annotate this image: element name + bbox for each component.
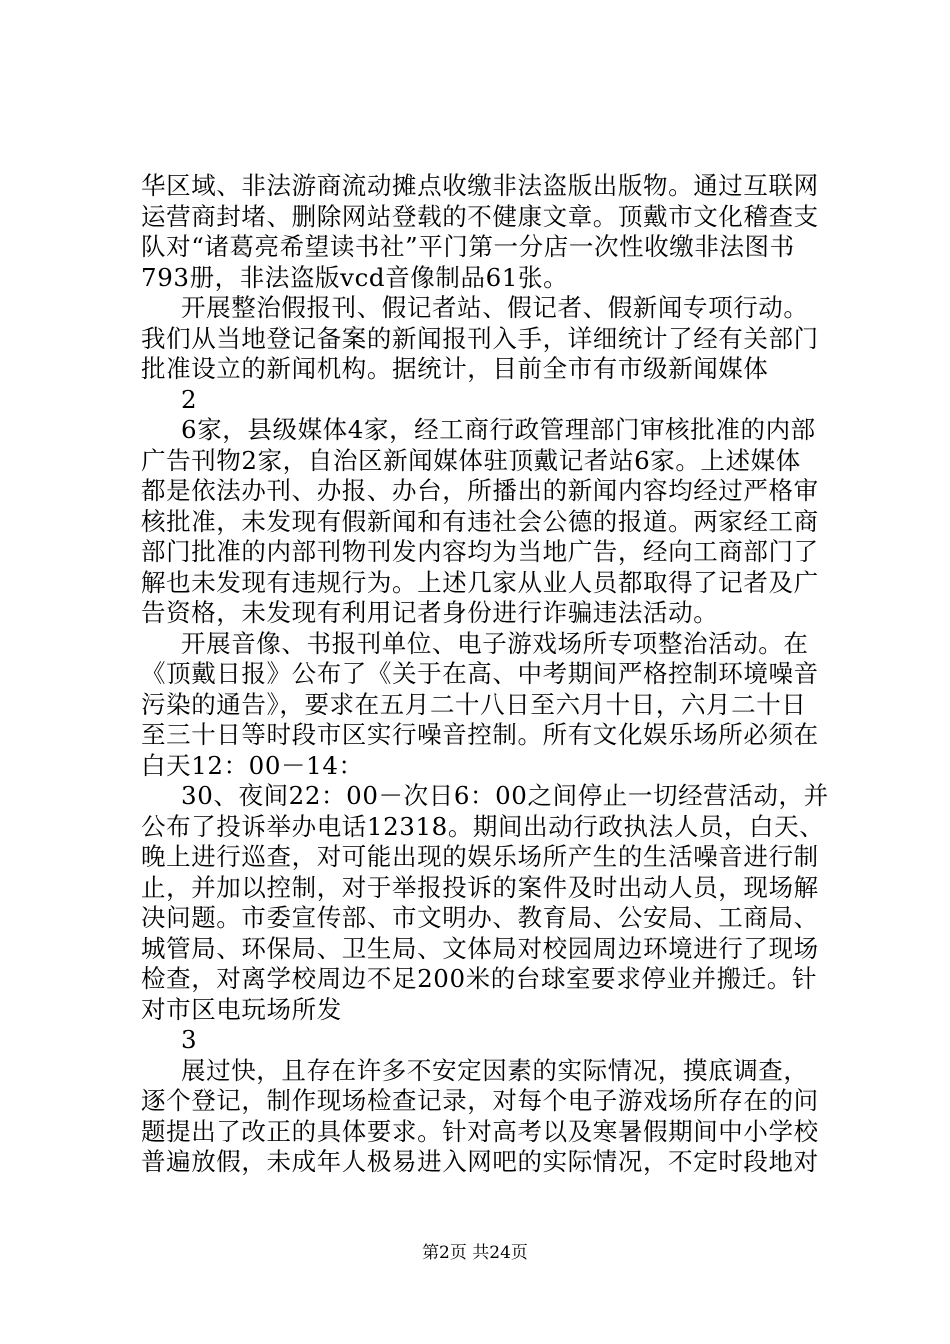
text-line: 开展音像、书报刊单位、电子游戏场所专项整治活动。在 xyxy=(181,628,809,658)
text-line: 运营商封堵、删除网站登载的不健康文章。顶戴市文化稽查支 xyxy=(141,201,819,231)
text-line: 至三十日等时段市区实行噪音控制。所有文化娱乐场所必须在 xyxy=(141,720,819,749)
text-line: 都是依法办刊、办报、办台，所播出的新闻内容均经过严格审 xyxy=(141,476,819,505)
text-line: 普遍放假，未成年人极易进入网吧的实际情况，不定时段地对 xyxy=(141,1147,819,1176)
document-body xyxy=(141,171,829,1178)
text-line: 告资格，未发现有利用记者身份进行诈骗违法活动。 xyxy=(141,598,719,627)
text-line: 晚上进行巡查，对可能出现的娱乐场所产生的生活噪音进行制 xyxy=(141,842,819,871)
text-line: 白天12：00－14： xyxy=(141,750,364,780)
text-line: 我们从当地登记备案的新闻报刊入手，详细统计了经有关部门 xyxy=(141,323,819,353)
text-line: 华区域、非法游商流动摊点收缴非法盗版出版物。通过互联网 xyxy=(141,171,819,200)
text-line: 解也未发现有违规行为。上述几家从业人员都取得了记者及广 xyxy=(141,567,819,597)
text-line: 批准设立的新闻机构。据统计，目前全市有市级新闻媒体 xyxy=(141,354,769,383)
text-line: 6家，县级媒体4家，经工商行政管理部门审核批准的内部 xyxy=(181,415,816,444)
text-line: 逐个登记，制作现场检查记录，对每个电子游戏场所存在的问 xyxy=(141,1086,819,1115)
text-line: 开展整治假报刊、假记者站、假记者、假新闻专项行动。 xyxy=(181,293,809,322)
text-line: 队对“诸葛亮希望读书社”平门第一分店一次性收缴非法图书 xyxy=(141,232,795,261)
text-line: 止，并加以控制，对于举报投诉的案件及时出动人员，现场解 xyxy=(141,872,819,902)
text-line: 检查，对离学校周边不足200米的台球室要求停业并搬迁。针 xyxy=(141,964,818,993)
text-line: 城管局、环保局、卫生局、文体局对校园周边环境进行了现场 xyxy=(141,933,819,963)
text-line: 部门批准的内部刊物刊发内容均为当地广告，经向工商部门了 xyxy=(141,537,819,566)
text-line: 广告刊物2家，自治区新闻媒体驻顶戴记者站6家。上述媒体 xyxy=(141,445,801,475)
text-line: 793册，非法盗版vcd音像制品61张。 xyxy=(141,262,569,292)
text-line: 展过快，且存在许多不安定因素的实际情况，摸底调查， xyxy=(181,1055,809,1085)
text-line: 30、夜间22：00－次日6：00之间停止一切经营活动，并 xyxy=(181,781,829,810)
text-line: 题提出了改正的具体要求。针对高考以及寒暑假期间中小学校 xyxy=(141,1116,819,1146)
text-line: 对市区电玩场所发 xyxy=(141,994,342,1024)
text-line: 核批准，未发现有假新闻和有违社会公德的报道。两家经工商 xyxy=(141,506,819,536)
text-line: 决问题。市委宣传部、市文明办、教育局、公安局、工商局、 xyxy=(141,903,819,932)
page-footer: 第2页 共24页 xyxy=(422,1243,528,1263)
page-break-number: 2 xyxy=(181,384,198,414)
text-line: 污染的通告》，要求在五月二十八日至六月十日，六月二十日 xyxy=(141,689,807,719)
page-break-number: 3 xyxy=(181,1025,198,1054)
text-line: 《顶戴日报》公布了《关于在高、中考期间严格控制环境噪音 xyxy=(141,659,819,688)
text-line: 公布了投诉举办电话12318。期间出动行政执法人员，白天、 xyxy=(141,811,825,841)
